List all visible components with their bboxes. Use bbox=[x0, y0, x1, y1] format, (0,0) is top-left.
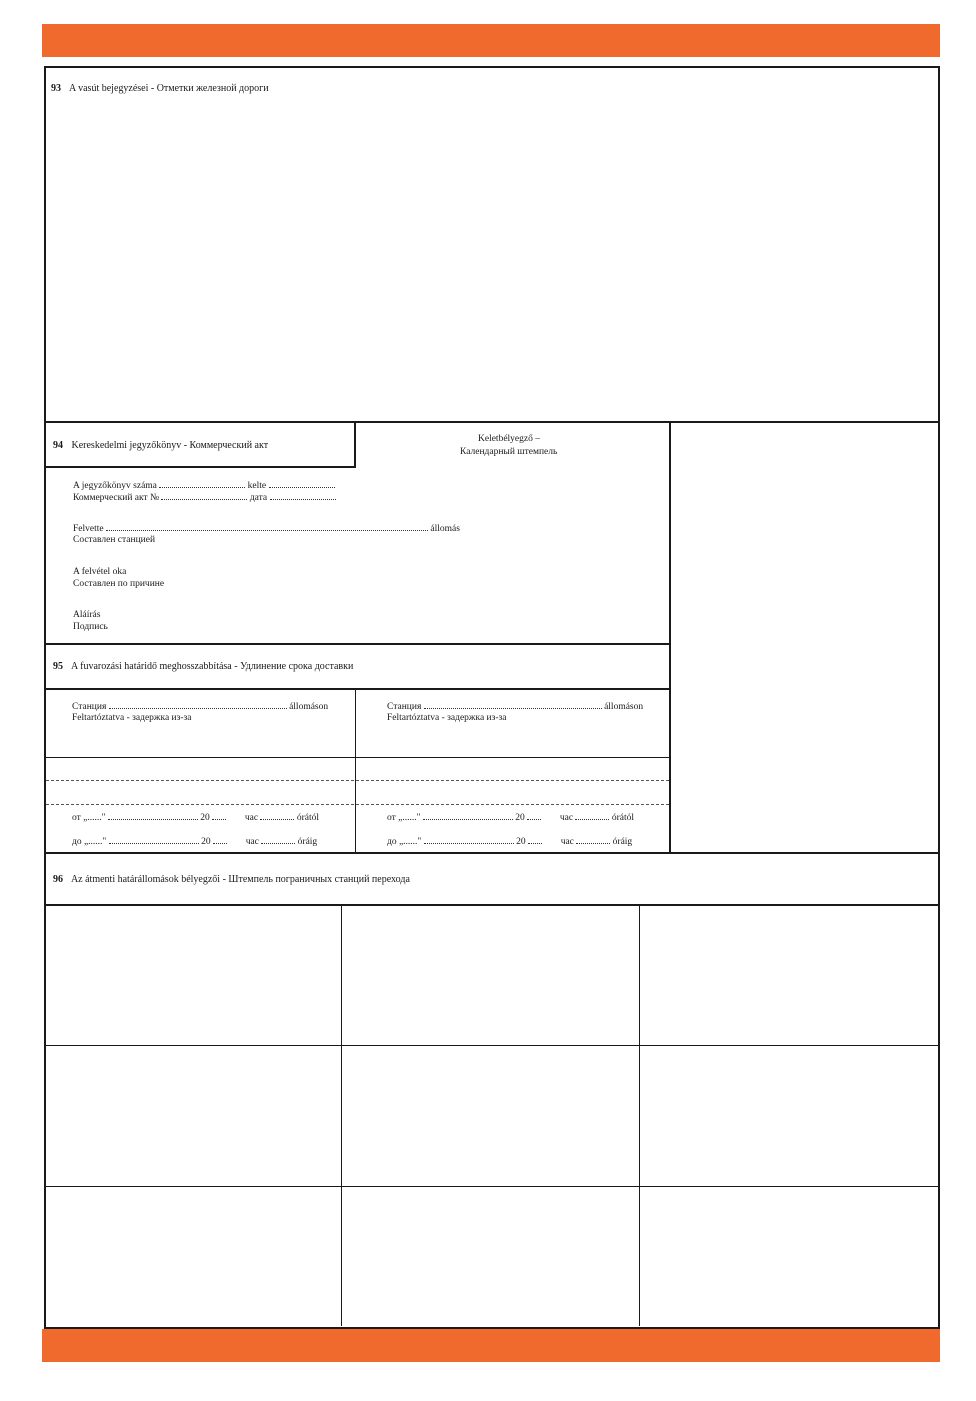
extension-left-from-date[interactable] bbox=[108, 811, 198, 820]
from-suffix: órától bbox=[296, 813, 320, 823]
report-date-label-hu: kelte bbox=[247, 481, 267, 491]
border-stamp-cell[interactable] bbox=[46, 906, 341, 1045]
extension-left-to-year[interactable] bbox=[213, 835, 227, 844]
border-stamp-cell[interactable] bbox=[342, 906, 639, 1045]
station-label-hu: állomáson bbox=[604, 702, 644, 712]
top-accent-bar bbox=[42, 24, 940, 57]
extension-right-from-hour[interactable] bbox=[575, 811, 609, 820]
reason-label-ru: Составлен по причине bbox=[73, 579, 165, 589]
extension-right-from-row bbox=[387, 811, 634, 824]
extension-right-to-date[interactable] bbox=[424, 835, 514, 844]
station-label-hu: állomáson bbox=[289, 702, 329, 712]
to-suffix: óráig bbox=[612, 837, 633, 847]
to-prefix: до „......" bbox=[387, 837, 422, 847]
report-date-field[interactable] bbox=[269, 479, 335, 488]
section-93-header bbox=[51, 83, 269, 94]
station-label-ru: Станция bbox=[387, 702, 422, 712]
report-date-label-ru: дата bbox=[249, 493, 268, 503]
extension-left-to-date[interactable] bbox=[109, 835, 199, 844]
section-96-number: 96 bbox=[53, 874, 63, 885]
extension-right-to-row bbox=[387, 835, 632, 848]
report-number-field[interactable] bbox=[159, 479, 245, 488]
report-number-field-ru[interactable] bbox=[161, 491, 247, 500]
drawn-up-label-hu: Felvette bbox=[73, 524, 104, 534]
report-date-field-ru[interactable] bbox=[270, 491, 336, 500]
extension-left-from-hour[interactable] bbox=[260, 811, 294, 820]
extension-right-detained: Feltartóztatva - задержка из-за bbox=[387, 713, 507, 723]
section-95-header-line bbox=[44, 688, 671, 690]
report-number-label-ru: Коммерческий акт № bbox=[73, 493, 160, 503]
border-stamp-cell[interactable] bbox=[640, 906, 936, 1045]
hour-label: час bbox=[245, 837, 259, 847]
section-96-title: Az átmenti határállomások bélyegzői - Штемпель пограничных станций перехода bbox=[70, 874, 410, 885]
report-number-label-hu: A jegyzőkönyv száma bbox=[73, 481, 157, 491]
extension-left-from-row bbox=[72, 811, 319, 824]
border-stamp-cell[interactable] bbox=[46, 1187, 341, 1325]
section-95-dashed-line-1 bbox=[46, 780, 669, 781]
drawn-up-station-field[interactable] bbox=[106, 522, 428, 531]
extension-left-from-year[interactable] bbox=[212, 811, 226, 820]
border-stamp-cell[interactable] bbox=[342, 1046, 639, 1186]
section-94-title: Kereskedelmi jegyzőkönyv - Коммерческий акт bbox=[71, 440, 269, 451]
report-number-row-ru bbox=[73, 491, 336, 504]
section-95-dashed-line-2 bbox=[46, 804, 669, 805]
calendar-stamp-label-hu: Keletbélyegző – bbox=[478, 434, 540, 444]
extension-right-from-year[interactable] bbox=[527, 811, 541, 820]
section-95-row-line-1 bbox=[44, 757, 671, 758]
station-label-ru: Станция bbox=[72, 702, 107, 712]
calendar-stamp-label-ru: Календарный штемпель bbox=[460, 447, 558, 457]
drawn-up-suffix: állomás bbox=[430, 524, 460, 534]
year-label: 20 bbox=[516, 837, 526, 847]
right-column-divider bbox=[669, 423, 671, 853]
signature-label-hu: Aláírás bbox=[73, 610, 101, 620]
hour-label: час bbox=[559, 813, 574, 823]
border-stamp-cell[interactable] bbox=[640, 1187, 936, 1325]
extension-left-to-hour[interactable] bbox=[261, 835, 295, 844]
section-95-middle-divider bbox=[355, 688, 356, 853]
section-95-title: A fuvarozási határidő meghosszabbítása - Удлинение срока доставки bbox=[70, 661, 354, 672]
year-label: 20 bbox=[201, 837, 211, 847]
reason-label-hu: A felvétel oka bbox=[73, 567, 127, 577]
hour-label: час bbox=[244, 813, 259, 823]
extension-right-from-date[interactable] bbox=[423, 811, 513, 820]
extension-right-station-field[interactable] bbox=[424, 700, 602, 709]
year-label: 20 bbox=[515, 813, 525, 823]
border-stamp-cell[interactable] bbox=[46, 1046, 341, 1186]
from-prefix: от „......" bbox=[72, 813, 106, 823]
from-prefix: от „......" bbox=[387, 813, 421, 823]
signature-label-ru: Подпись bbox=[73, 622, 108, 632]
drawn-up-label-ru: Составлен станцией bbox=[73, 535, 156, 545]
section-94-bottom-line bbox=[44, 643, 671, 645]
from-suffix: órától bbox=[611, 813, 635, 823]
extension-right-to-hour[interactable] bbox=[576, 835, 610, 844]
to-prefix: до „......" bbox=[72, 837, 107, 847]
extension-left-station-field[interactable] bbox=[109, 700, 287, 709]
year-label: 20 bbox=[200, 813, 210, 823]
extension-right-to-year[interactable] bbox=[528, 835, 542, 844]
bottom-accent-bar bbox=[42, 1329, 940, 1362]
section-93-number: 93 bbox=[51, 83, 61, 94]
section-94-header bbox=[53, 440, 268, 451]
border-stamp-cell[interactable] bbox=[640, 1046, 936, 1186]
section-94-number: 94 bbox=[53, 440, 63, 451]
section-95-bottom-line bbox=[44, 852, 940, 854]
extension-left-detained: Feltartóztatva - задержка из-за bbox=[72, 713, 192, 723]
section-96-header bbox=[53, 874, 410, 885]
section-95-header bbox=[53, 661, 353, 672]
border-stamp-cell[interactable] bbox=[342, 1187, 639, 1325]
hour-label: час bbox=[560, 837, 574, 847]
section-95-number: 95 bbox=[53, 661, 63, 672]
extension-left-to-row bbox=[72, 835, 317, 848]
to-suffix: óráig bbox=[297, 837, 318, 847]
section-93-title: A vasút bejegyzései - Отметки железной дороги bbox=[68, 83, 269, 94]
